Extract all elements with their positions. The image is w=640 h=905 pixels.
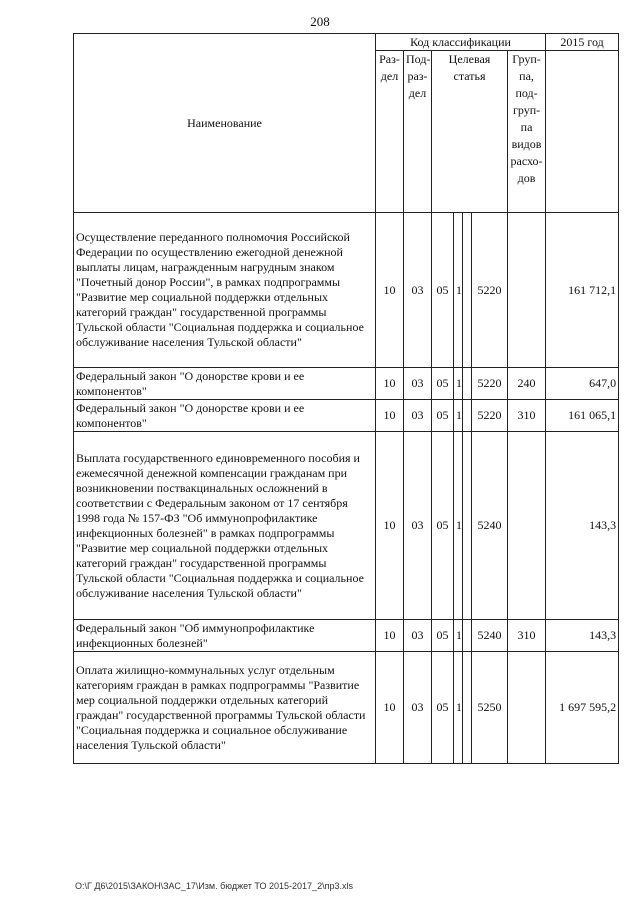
row-group [508,652,546,764]
row-group: 240 [508,368,546,400]
row-target-3 [463,652,472,764]
row-target-4: 5250 [472,652,508,764]
header-year-empty [546,51,619,213]
header-section: Раз- дел [376,51,404,213]
row-target-2: 1 [454,213,463,368]
row-target-1: 05 [432,213,454,368]
row-target-1: 05 [432,620,454,652]
row-section: 10 [376,620,404,652]
row-group: 310 [508,620,546,652]
row-target-2: 1 [454,620,463,652]
row-subsection: 03 [404,432,432,620]
row-target-2: 1 [454,652,463,764]
row-amount: 161 712,1 [546,213,619,368]
header-subsection: Под- раз- дел [404,51,432,213]
row-target-2: 1 [454,400,463,432]
row-name: Федеральный закон "Об иммунопрофилактике инфекционных болезней" [74,620,376,652]
row-target-1: 05 [432,400,454,432]
table-row [74,400,619,432]
row-target-1: 05 [432,368,454,400]
table-row [74,368,619,400]
header-year: 2015 год [546,34,619,51]
row-target-3 [463,400,472,432]
row-name: Федеральный закон "О донорстве крови и ее компонентов" [74,400,376,432]
row-section: 10 [376,400,404,432]
row-target-3 [463,368,472,400]
row-target-2: 1 [454,368,463,400]
row-subsection: 03 [404,652,432,764]
row-amount: 143,3 [546,620,619,652]
row-subsection: 03 [404,400,432,432]
row-amount: 161 065,1 [546,400,619,432]
row-target-4: 5240 [472,432,508,620]
header-name: Наименование [74,34,376,213]
file-path-footer: O:\Г Д6\2015\ЗАКОН\ЗАС_17\Изм. бюджет ТО 2015-2017_2\пр3.xls [75,881,353,891]
row-target-4: 5240 [472,620,508,652]
row-section: 10 [376,213,404,368]
header-row-top [74,34,619,51]
row-target-4: 5220 [472,368,508,400]
row-target-3 [463,213,472,368]
table-row [74,213,619,368]
row-section: 10 [376,652,404,764]
table-row [74,620,619,652]
header-classification: Код классификации [376,34,546,51]
row-name: Оплата жилищно-коммунальных услуг отдельным категориям граждан в рамках подпрограммы "Развитие мер социальной поддержки отдельных категорий граждан" государственной программы Тульской области "Социальная поддержка и социальное обслуживание населения Тульской области" [74,652,376,764]
row-target-2: 1 [454,432,463,620]
header-target: Целевая статья [432,51,508,213]
row-target-4: 5220 [472,213,508,368]
row-group: 310 [508,400,546,432]
table-row [74,432,619,620]
row-group [508,213,546,368]
row-subsection: 03 [404,368,432,400]
header-group: Груп- па, под- груп- па видов расхо- дов [508,51,546,213]
row-name: Осуществление переданного полномочия Российской Федерации по осуществлению ежегодной денежной выплаты лицам, награжденным нагрудным знаком "Почетный донор России", в рамках подпрограммы "Развитие мер социальной поддержки отдельных категорий граждан" государственной программы Тульской области "Социальная поддержка и социальное обслуживание населения Тульской области" [74,213,376,368]
row-target-4: 5220 [472,400,508,432]
table-row [74,652,619,764]
row-amount: 143,3 [546,432,619,620]
page-number: 208 [310,14,330,29]
row-name: Выплата государственного единовременного пособия и ежемесячной денежной компенсации гражданам при возникновении поствакцинальных осложнений в соответствии с Федеральным законом от 17 сентября 1998 года № 157-ФЗ "Об иммунопрофилактике инфекционных болезней" в рамках подпрограммы "Развитие мер социальной поддержки отдельных категорий граждан" государственной программы Тульской области "Социальная поддержка и социальное обслуживание населения Тульской области" [74,432,376,620]
row-target-1: 05 [432,432,454,620]
row-target-3 [463,620,472,652]
row-subsection: 03 [404,620,432,652]
row-target-1: 05 [432,652,454,764]
row-amount: 647,0 [546,368,619,400]
row-section: 10 [376,432,404,620]
row-amount: 1 697 595,2 [546,652,619,764]
row-section: 10 [376,368,404,400]
row-target-3 [463,432,472,620]
row-name: Федеральный закон "О донорстве крови и ее компонентов" [74,368,376,400]
budget-table [73,33,619,764]
row-subsection: 03 [404,213,432,368]
row-group [508,432,546,620]
